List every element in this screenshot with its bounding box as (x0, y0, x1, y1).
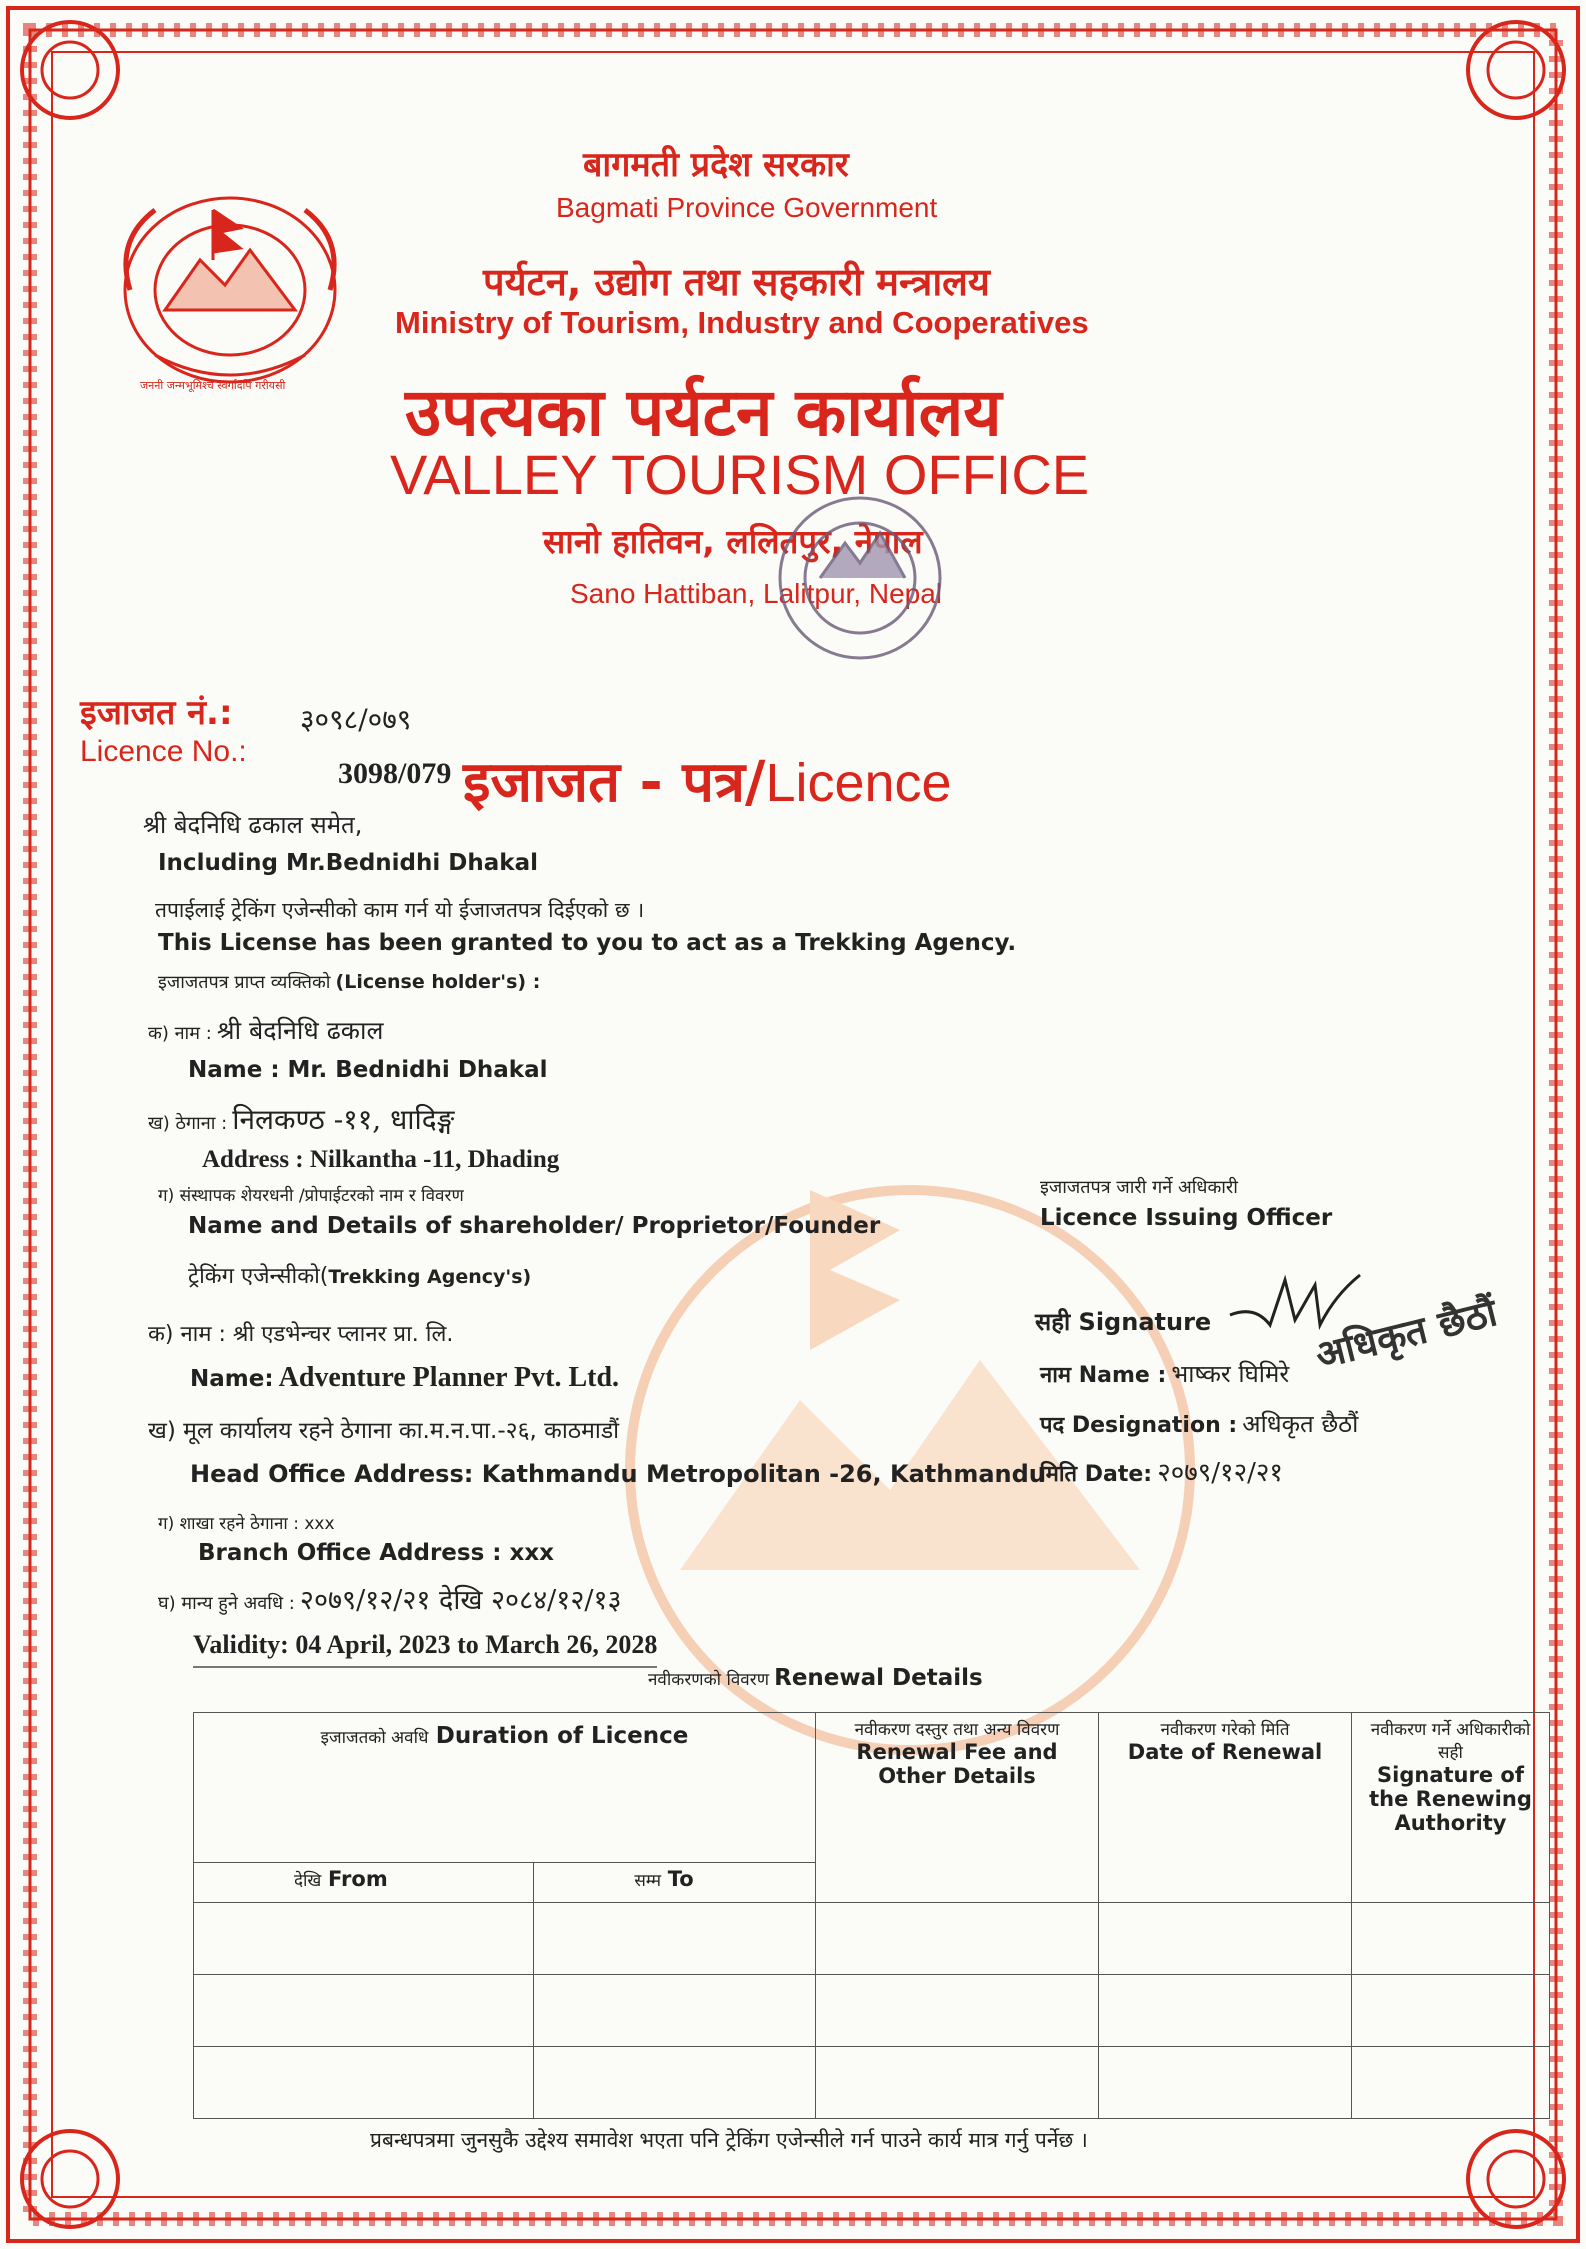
addr-en: Address : Nilkantha -11, Dhading (202, 1146, 560, 1173)
name-np: श्री बेदनिधि ढकाल (216, 1016, 384, 1045)
officer-label-en: Licence Issuing Officer (1040, 1205, 1333, 1231)
validity-np: २०७९/१२/२१ देखि २०८४/१२/१३ (299, 1585, 622, 1616)
col-sig-np: नवीकरण गर्ने अधिकारीको सही (1370, 1720, 1531, 1763)
col-sig (1352, 1713, 1550, 1903)
signature-label: सही Signature (1035, 1308, 1212, 1336)
province-en: Bagmati Province Government (556, 192, 938, 223)
licence-no-value-np: ३०९८/०७९ (300, 703, 412, 736)
col-sig-en: Signature of the Renewing Authority (1369, 1763, 1532, 1835)
addressee-np: श्री बेदनिधि ढकाल समेत, (143, 811, 363, 839)
table-row (194, 2047, 1550, 2119)
nepal-emblem-icon (95, 180, 365, 405)
col-from-np: देखि (294, 1871, 322, 1891)
head-office-np: ख) मूल कार्यालय रहने ठेगाना का.म.न.पा.-२६, काठमाडौं (148, 1418, 620, 1444)
agency-name-np: क) नाम : श्री एडभेन्चर प्लानर प्रा. लि. (148, 1322, 454, 1347)
validity-en: Validity: 04 April, 2023 to March 26, 2028 (193, 1630, 657, 1668)
name-prefix: क) नाम : (148, 1023, 212, 1044)
holder-en: (License holder's) : (335, 971, 541, 993)
branch-np: ग) शाखा रहने ठेगाना : xxx (158, 1514, 335, 1534)
col-fee-np: नवीकरण दस्तुर तथा अन्य विवरण (854, 1720, 1060, 1740)
col-fee (816, 1713, 1099, 1903)
ministry-np: पर्यटन, उद्योग तथा सहकारी मन्त्रालय (483, 260, 990, 304)
col-date (1099, 1713, 1352, 1903)
office-en: VALLEY TOURISM OFFICE (390, 443, 1090, 506)
grant-en: This License has been granted to you to act as a Trekking Agency. (158, 930, 1017, 956)
shareholder-np: ग) संस्थापक शेयरधनी /प्रोपाईटरको नाम र विवरण (158, 1186, 464, 1206)
name-en: Name : Mr. Bednidhi Dhakal (188, 1057, 548, 1083)
emblem-motto: जननी जन्मभूमिश्च स्वर्गादपि गरीयसी (140, 379, 286, 392)
agency-name-en: Adventure Planner Pvt. Ltd. (278, 1362, 620, 1393)
licence-no-value-en: 3098/079 (338, 757, 452, 790)
table-row (194, 1975, 1550, 2047)
col-to-en: To (667, 1867, 694, 1891)
addr-prefix: ख) ठेगाना : (148, 1113, 228, 1134)
officer-name-label: नाम Name : (1040, 1363, 1167, 1388)
agency-name-line (190, 1362, 619, 1394)
province-np: बागमती प्रदेश सरकार (583, 145, 849, 185)
addressee-en: Including Mr.Bednidhi Dhakal (158, 850, 538, 876)
agency-name-label: Name: (190, 1366, 274, 1392)
name-line (148, 1013, 383, 1047)
agency-np: ट्रेकिंग एजेन्सीको( (188, 1264, 329, 1289)
licence-title (463, 742, 952, 818)
renewal-caption-en: Renewal Details (774, 1665, 983, 1691)
officer-name-line (1040, 1357, 1289, 1390)
officer-label-np: इजाजतपत्र जारी गर्ने अधिकारी (1040, 1177, 1238, 1198)
holder-line (158, 970, 540, 994)
licence-no-label-en: Licence No.: (80, 735, 247, 768)
address-line (148, 1100, 454, 1138)
table-row (194, 1903, 1550, 1975)
licence-title-en: Licence (765, 753, 952, 813)
col-duration (194, 1713, 816, 1863)
address-np: सानो हातिवन, ललितपुर, नेपाल (543, 522, 923, 561)
renewal-caption (648, 1665, 983, 1691)
col-from (194, 1863, 534, 1903)
office-np: उपत्यका पर्यटन कार्यालय (405, 374, 1002, 451)
branch-en: Branch Office Address : xxx (198, 1540, 554, 1566)
agency-en: Trekking Agency's) (328, 1266, 532, 1288)
shareholder-en: Name and Details of shareholder/ Proprietor/Founder (188, 1213, 881, 1239)
footer-note: प्रबन्धपत्रमा जुनसुकै उद्देश्य समावेश भएता पनि ट्रेकिंग एजेन्सीले गर्न पाउने कार्य मात्र गर्नु पर्नेछ । (370, 2128, 1088, 2152)
holder-np: इजाजतपत्र प्राप्त व्यक्तिको (158, 972, 331, 993)
col-date-np: नवीकरण गरेको मिति (1160, 1720, 1290, 1740)
col-from-en: From (328, 1867, 388, 1891)
validity-np-line (158, 1580, 622, 1617)
designation-stamp: अधिकृत छैठौं (1311, 1290, 1502, 1378)
col-duration-np: इजाजतको अवधि (320, 1728, 429, 1748)
col-fee-en: Renewal Fee and Other Details (856, 1740, 1058, 1788)
grant-np: तपाईलाई ट्रेकिंग एजेन्सीको काम गर्न यो ईजाजतपत्र दिईएको छ । (155, 898, 645, 922)
officer-designation-line (1040, 1407, 1358, 1440)
officer-name-value: भाष्कर घिमिरे (1171, 1360, 1290, 1388)
officer-date-line (1040, 1453, 1283, 1489)
ministry-en: Ministry of Tourism, Industry and Cooperatives (395, 305, 1089, 340)
renewal-table (193, 1712, 1550, 2119)
date-value: २०७९/१२/२१ (1157, 1458, 1283, 1488)
head-office-en: Head Office Address: Kathmandu Metropolitan -26, Kathmandu (190, 1460, 1046, 1488)
designation-value: अधिकृत छैठौं (1242, 1410, 1359, 1438)
col-to (534, 1863, 816, 1903)
renewal-caption-np: नवीकरणको विवरण (648, 1670, 770, 1690)
office-stamp-icon (760, 488, 960, 668)
col-to-np: सम्म (634, 1871, 662, 1891)
licence-title-np: इजाजत - पत्र/ (463, 750, 766, 815)
address-en: Sano Hattiban, Lalitpur, Nepal (570, 578, 943, 609)
col-duration-en: Duration of Licence (435, 1723, 689, 1749)
addr-np: निलकण्ठ -११, धादिङ्ग (232, 1103, 455, 1136)
agency-line (188, 1260, 531, 1290)
col-date-en: Date of Renewal (1127, 1740, 1323, 1764)
validity-np-label: घ) मान्य हुने अवधि : (158, 1593, 295, 1614)
date-label: मिति Date: (1040, 1462, 1153, 1487)
designation-label: पद Designation : (1040, 1413, 1238, 1438)
licence-no-label-np: इजाजत नं.: (80, 693, 233, 733)
